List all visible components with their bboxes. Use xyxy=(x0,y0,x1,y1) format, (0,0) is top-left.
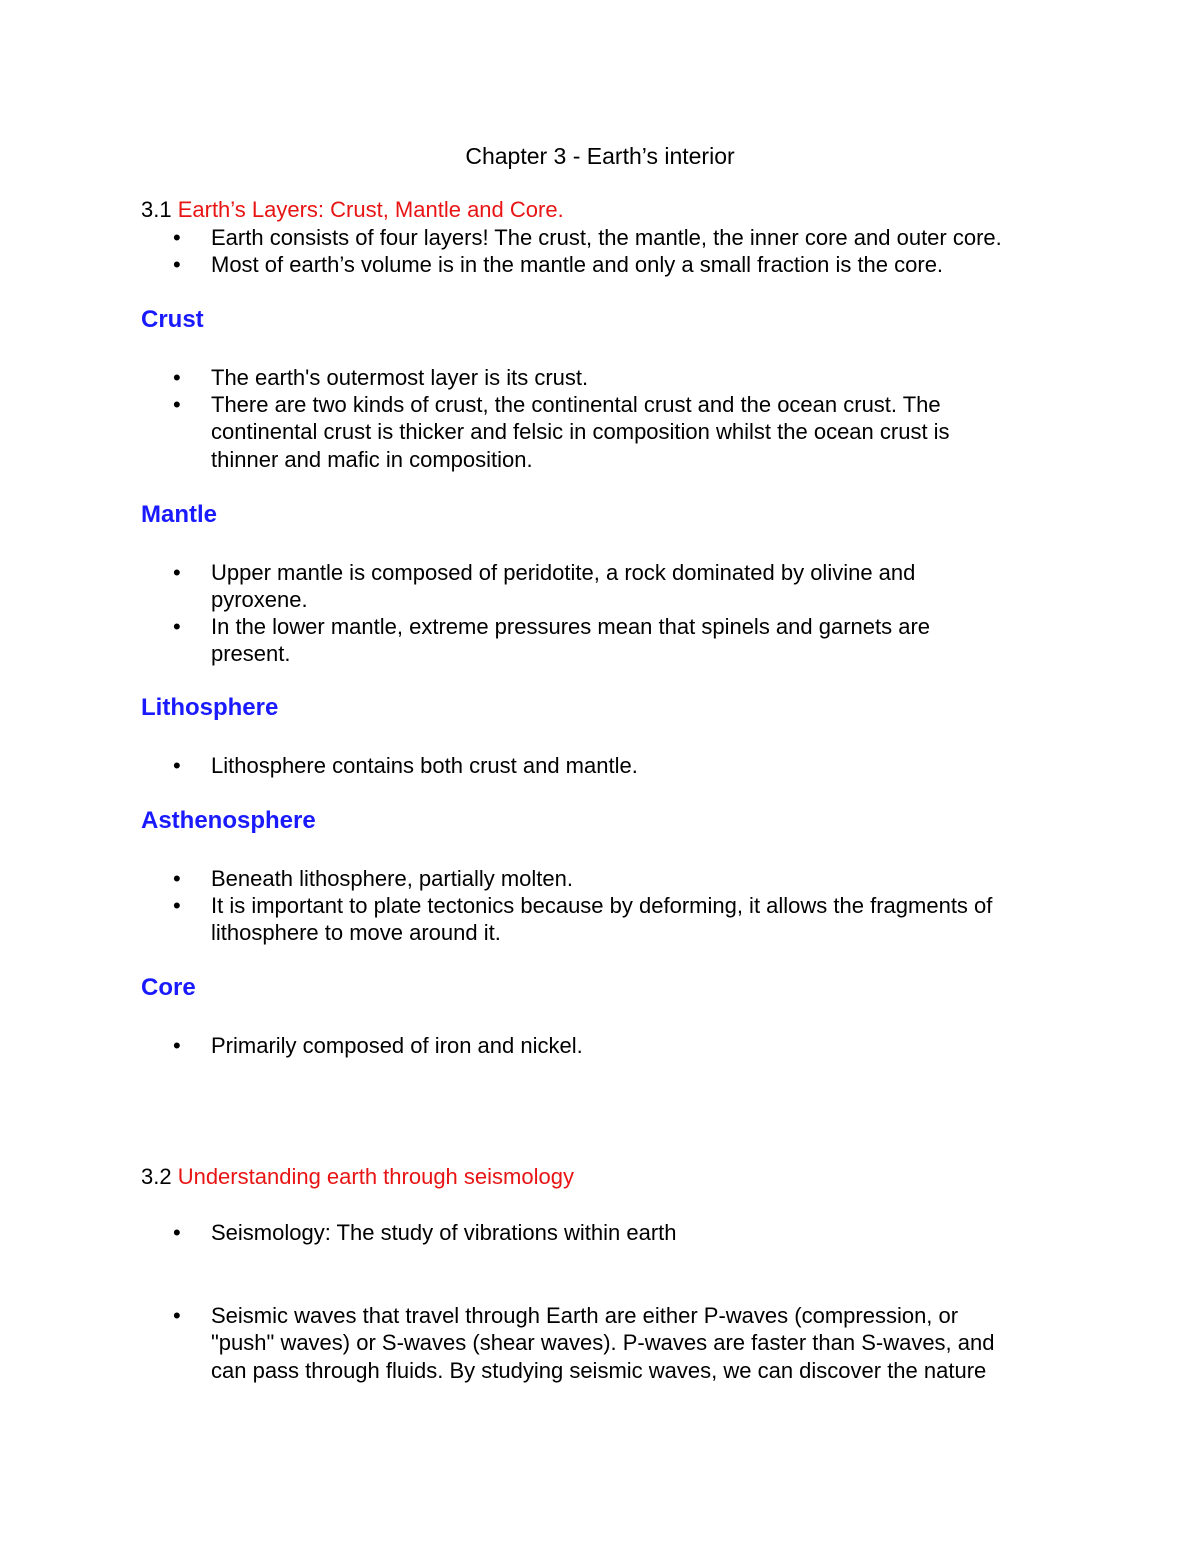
list-item: Earth consists of four layers! The crust, the mantle, the inner core and outer core. xyxy=(211,225,1002,250)
bullet-icon: • xyxy=(173,252,181,277)
list-item-line: Seismic waves that travel through Earth are either P-waves (compression, or xyxy=(211,1303,959,1328)
subheading-mantle: Mantle xyxy=(141,501,218,528)
subheading-core: Core xyxy=(141,974,196,1001)
bullet-icon: • xyxy=(173,866,181,891)
bullet-icon: • xyxy=(173,1033,181,1058)
list-item-line: present. xyxy=(211,641,291,667)
subheading-asthenosphere: Asthenosphere xyxy=(141,807,316,834)
list-item: Beneath lithosphere, partially molten. xyxy=(211,866,573,891)
list-item-line: continental crust is thicker and felsic in composition whilst the ocean crust is xyxy=(211,419,950,445)
bullet-icon: • xyxy=(173,1303,181,1328)
list-item: Primarily composed of iron and nickel. xyxy=(211,1033,583,1058)
bullet-icon: • xyxy=(173,753,181,778)
page-title: Chapter 3 - Earth’s interior xyxy=(465,143,735,169)
section-heading-3-2 xyxy=(141,1164,574,1190)
list-item xyxy=(211,391,950,473)
list-item xyxy=(211,613,930,668)
list-item-line: Upper mantle is composed of peridotite, a rock dominated by olivine and xyxy=(211,560,916,585)
list-item: Seismology: The study of vibrations within earth xyxy=(211,1220,677,1245)
subheading-crust: Crust xyxy=(141,306,204,333)
list-item-line: It is important to plate tectonics because by deforming, it allows the fragments of xyxy=(211,893,993,918)
list-item xyxy=(211,892,992,947)
section-title: Earth’s Layers: Crust, Mantle and Core. xyxy=(177,197,564,222)
list-item: Most of earth’s volume is in the mantle and only a small fraction is the core. xyxy=(211,252,944,277)
list-item-line: In the lower mantle, extreme pressures mean that spinels and garnets are xyxy=(211,614,931,639)
bullet-icon: • xyxy=(173,225,181,250)
list-item-line: There are two kinds of crust, the continental crust and the ocean crust. The xyxy=(211,392,941,417)
bullet-icon: • xyxy=(173,560,181,585)
section-title: Understanding earth through seismology xyxy=(177,1164,574,1189)
list-item-line: "push" waves) or S-waves (shear waves). P-waves are faster than S-waves, and xyxy=(211,1330,995,1356)
subheading-lithosphere: Lithosphere xyxy=(141,694,279,721)
bullet-icon: • xyxy=(173,365,181,390)
list-item: Lithosphere contains both crust and mantle. xyxy=(211,753,638,778)
bullet-icon: • xyxy=(173,1220,181,1245)
list-item-line: pyroxene. xyxy=(211,587,308,613)
section-heading-3-1 xyxy=(141,197,564,223)
list-item: The earth's outermost layer is its crust. xyxy=(211,365,589,390)
section-number: 3.1 xyxy=(141,197,178,222)
bullet-icon: • xyxy=(173,392,181,417)
list-item xyxy=(211,1302,995,1384)
list-item-line: thinner and mafic in composition. xyxy=(211,446,533,472)
list-item xyxy=(211,559,915,614)
bullet-icon: • xyxy=(173,893,181,918)
section-number: 3.2 xyxy=(141,1164,178,1189)
list-item-line: can pass through fluids. By studying seismic waves, we can discover the nature xyxy=(211,1357,987,1383)
list-item-line: lithosphere to move around it. xyxy=(211,920,501,946)
bullet-icon: • xyxy=(173,614,181,639)
